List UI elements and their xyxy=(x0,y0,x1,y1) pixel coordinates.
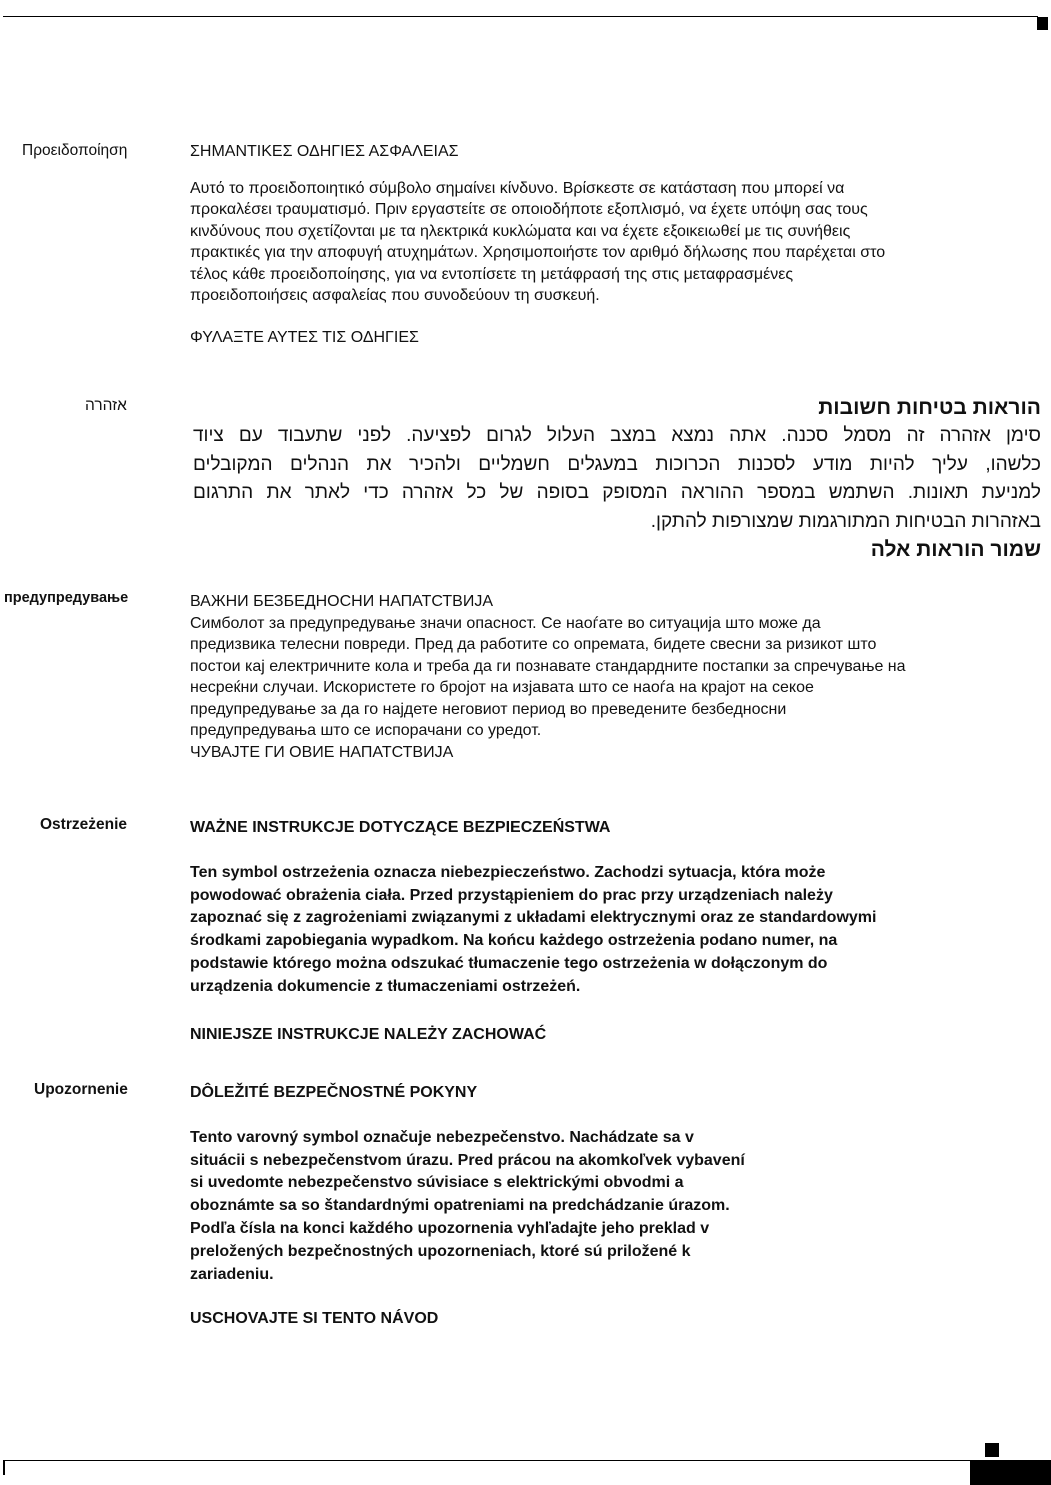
paragraph-line: πρακτικές για την αποφυγή ατυχημάτων. Χρησιμοποιήστε τον αριθμό δήλωσης που παρέχεται στο xyxy=(190,244,886,261)
paragraph-line: предупредувања што се испорачани со уредот. xyxy=(190,722,542,739)
paragraph-line: środkami zapobiegania wypadkom. Na końcu każdego ostrzeżenia podano numer, na xyxy=(190,932,838,950)
section-footer: USCHOVAJTE SI TENTO NÁVOD xyxy=(190,1310,439,1328)
page-number-tab xyxy=(970,1460,1051,1485)
paragraph-line: постои кај електричните кола и треба да ги познавате стандардните постапки за спречување на xyxy=(190,657,906,675)
paragraph-line: προκαλέσει τραυματισμό. Πριν εργαστείτε σε οποιοδήποτε εξοπλισμό, να έχετε υπόψη σας τους xyxy=(190,201,868,218)
section-title: ВАЖНИ БЕЗБЕДНОСНИ НАПАТСТВИЈА xyxy=(190,593,494,610)
paragraph-line: предупредување за да го најдете неговиот период во преведените безбедносни xyxy=(190,700,787,718)
section-label-greek: Προειδοποίηση xyxy=(22,142,128,159)
paragraph-line: τέλος κάθε προειδοποίησης, για να εντοπίσετε τη μετάφρασή της στις μεταφρασμένες xyxy=(190,265,794,283)
section-footer: שמור הוראות אלה xyxy=(870,538,1041,561)
paragraph-line: podstawie którego można odszukać tłumaczenie tego ostrzeżenia w dołączonym do xyxy=(190,954,828,972)
bottom-rule xyxy=(3,1460,973,1461)
section-footer: NINIEJSZE INSTRUKCJE NALEŻY ZACHOWAĆ xyxy=(190,1025,547,1043)
section-slovak xyxy=(190,1082,745,1331)
section-footer: ЧУВАЈТЕ ГИ ОВИЕ НАПАТСТВИЈА xyxy=(190,743,454,761)
section-polish xyxy=(190,817,876,1046)
top-corner-marker xyxy=(1037,17,1048,30)
paragraph-line: Podľa čísla na konci každého upozornenia vyhľadajte jeho preklad v xyxy=(190,1219,710,1237)
section-greek xyxy=(190,141,885,348)
section-label-hebrew: אזהרה xyxy=(85,397,127,414)
paragraph-line: powodować obrażenia ciała. Przed przystąpieniem do prac przy urządzeniach należy xyxy=(190,886,833,904)
paragraph-line: Симболот за предупредување значи опасност. Се наоѓате во ситуација што може да xyxy=(190,614,821,632)
section-hebrew xyxy=(193,394,1041,564)
paragraph-line: Αυτό το προειδοποιητικό σύμβολο σημαίνει κίνδυνο. Βρίσκεστε σε κατάσταση που μπορεί να xyxy=(190,179,845,197)
paragraph-line: zapoznać się z zagrożeniami związanymi z układami elektrycznymi oraz ze standardowymi xyxy=(190,909,877,927)
section-label-slovak: Upozornenie xyxy=(34,1081,128,1098)
section-title: הוראות בטיחות חשובות xyxy=(818,396,1041,419)
paragraph-line: urządzenia dokumencie z tłumaczeniami ostrzeżeń. xyxy=(190,977,581,995)
section-title: DÔLEŽITÉ BEZPEČNOSTNÉ POKYNY xyxy=(190,1084,478,1101)
paragraph-line: כלשהו, עליך להיות מודע לסכנות הכרוכות במעגלים חשמליים ולהכיר את הנהלים המקובלים xyxy=(193,453,1041,475)
paragraph-line: oboznámte sa so štandardnými opatreniami na predchádzanie úrazom. xyxy=(190,1197,730,1215)
bottom-left-tick xyxy=(3,1460,5,1475)
section-label-polish: Ostrzeżenie xyxy=(40,816,128,833)
paragraph-line: Tento varovný symbol označuje nebezpečenstvo. Nachádzate sa v xyxy=(190,1128,694,1146)
section-label-macedonian: предупредување xyxy=(4,590,129,606)
paragraph-line: несреќни случаи. Искористете го бројот на изјавата што се наоѓа на крајот на секое xyxy=(190,679,814,696)
paragraph-line: situácii s nebezpečenstvom úrazu. Pred prácou na akomkoľvek vybavení xyxy=(190,1151,745,1169)
paragraph-line: κινδύνους που σχετίζονται με τα ηλεκτρικά κυκλώματα και να έχετε εξοικειωθεί με τις συνήθεις xyxy=(190,222,851,240)
section-title: WAŻNE INSTRUKCJE DOTYCZĄCE BEZPIECZEŃSTWA xyxy=(190,819,611,836)
paragraph-line: προειδοποιήσεις ασφαλείας που συνοδεύουν τη συσκευή. xyxy=(190,287,600,304)
paragraph-line: zariadeniu. xyxy=(190,1265,274,1283)
bottom-corner-marker xyxy=(985,1443,999,1457)
paragraph-line: preložených bezpečnostných upozorneniach, ktoré sú priložené k xyxy=(190,1242,691,1260)
section-title: ΣΗΜΑΝΤΙΚΕΣ ΟΔΗΓΙΕΣ ΑΣΦΑΛΕΙΑΣ xyxy=(190,143,459,160)
paragraph-line: si uvedomte nebezpečenstvo súvisiace s elektrickými obvodmi a xyxy=(190,1174,684,1192)
paragraph-line: למניעת תאונות. השתמש במספר ההוראה המסופק בסופה של כל אזהרה כדי לאתר את התרגום xyxy=(193,482,1041,503)
top-rule xyxy=(3,16,1038,17)
paragraph-line: סימן אזהרה זה מסמל סכנה. אתה נמצא במצב העלול לגרום לפציעה. לפני שתעבוד עם ציוד xyxy=(193,425,1041,446)
paragraph-line: предизвика телесни повреди. Пред да работите со опремата, бидете свесни за ризикот што xyxy=(190,636,877,653)
section-macedonian xyxy=(190,591,906,763)
paragraph-line: Ten symbol ostrzeżenia oznacza niebezpieczeństwo. Zachodzi sytuacja, która może xyxy=(190,863,826,881)
section-footer: ΦΥΛΑΞΤΕ ΑΥΤΕΣ ΤΙΣ ΟΔΗΓΙΕΣ xyxy=(190,328,419,346)
paragraph-line: באזהרות הבטיחות המתורגמות שמצורפות להתקן. xyxy=(650,510,1041,532)
